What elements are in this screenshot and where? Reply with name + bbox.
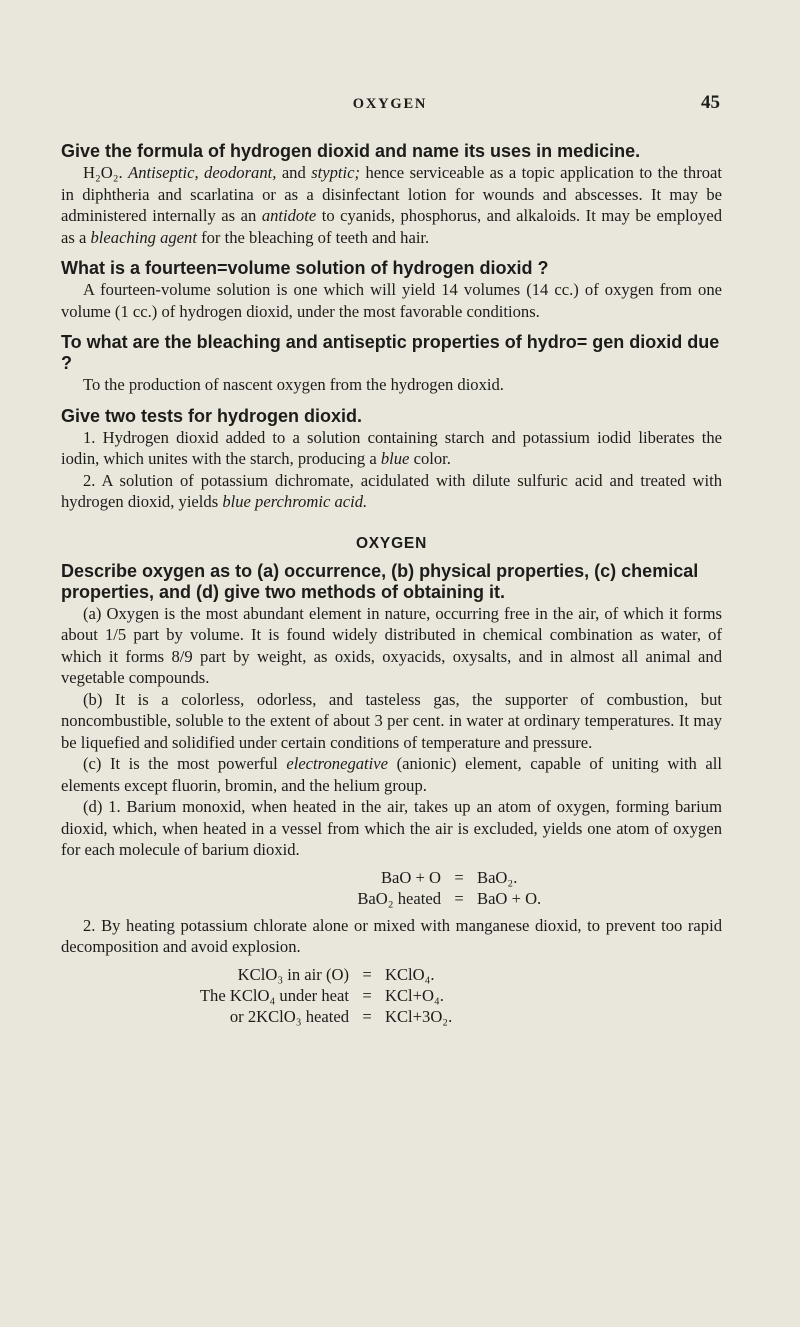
uses-italic: Antiseptic, deodorant, bbox=[128, 163, 277, 182]
answer-method-one: (d) 1. Barium monoxid, when heated in the air, takes up an atom of oxygen, forming barium dioxid, which, when heated in a vessel from which the air is excluded, yields one atom of oxygen for each molecule of barium dioxid. bbox=[61, 797, 722, 859]
equation-left: or 2KClO₃ heated bbox=[229, 1006, 349, 1026]
equation-row bbox=[157, 964, 722, 985]
answer-text: for the bleaching of teeth and hair. bbox=[201, 227, 430, 247]
equations-chlorate bbox=[157, 964, 722, 1027]
equation-left: BaO₂ heated bbox=[357, 888, 441, 908]
equals-sign: = bbox=[454, 867, 464, 887]
test-text: color. bbox=[413, 449, 451, 468]
formula: H₂O₂. bbox=[83, 163, 123, 182]
test-two bbox=[61, 470, 722, 513]
equations-barium bbox=[321, 867, 722, 909]
answer-physical: (b) It is a colorless, odorless, and tasteless gas, the supporter of combustion, but noncombustible, soluble to the extent of about 3 per cent. in water at ordinary temperatures. It may be liquefied and solidified under certain conditions of temperature and pressure. bbox=[61, 689, 722, 752]
running-head bbox=[60, 92, 720, 118]
fraction-eight-ninths: 8/9 bbox=[171, 646, 193, 666]
running-title: OXYGEN bbox=[352, 96, 428, 112]
equation-left: The KClO₄ under heat bbox=[199, 985, 349, 1005]
equation-row bbox=[157, 985, 722, 1006]
question-fourteen-volume: What is a fourteen=volume solution of hydrogen dioxid ? bbox=[61, 258, 549, 278]
electronegative-italic: electronegative bbox=[286, 754, 389, 773]
equation-row bbox=[321, 888, 722, 909]
styptic-italic: styptic; bbox=[311, 163, 361, 182]
test-text: 2. A solution of potassium dichromate, acidulated with dilute sulfuric acid and treated with hydrogen dioxid, yields bbox=[61, 470, 722, 511]
blue-italic: blue bbox=[380, 449, 410, 468]
answer-fourteen-volume: A fourteen-volume solution is one which will yield 14 volumes (14 cc.) of oxygen from one volume (1 cc.) of hydrogen dioxid, under the most favorable conditions. bbox=[61, 280, 722, 321]
answer-text: (anionic) element, capable of uniting with all elements except fluorin, bromin, and the helium group. bbox=[61, 754, 722, 795]
page-number: 45 bbox=[701, 92, 720, 113]
equation-right: KCl+3O₂. bbox=[385, 1006, 453, 1026]
answer-text: part by volume. It is found widely distributed in chemical combination as water, of which it forms bbox=[61, 625, 722, 666]
equation-row bbox=[321, 867, 722, 888]
answer-formula-uses bbox=[61, 162, 722, 248]
equals-sign: = bbox=[362, 985, 372, 1005]
equation-right: BaO + O. bbox=[477, 888, 542, 908]
equation-right: KClO₄. bbox=[385, 964, 435, 984]
question-formula-uses: Give the formula of hydrogen dioxid and name its uses in medicine. bbox=[61, 141, 641, 161]
perchromic-italic: blue perchromic acid. bbox=[222, 492, 368, 511]
answer-chemical bbox=[61, 753, 722, 796]
answer-text: to cyanids, phosphorus, and alkaloids. It may be employed as a bbox=[61, 206, 722, 247]
bleaching-italic: bleaching agent bbox=[90, 227, 197, 247]
answer-bleaching-properties: To the production of nascent oxygen from the hydrogen dioxid. bbox=[83, 375, 504, 394]
equation-left: BaO + O bbox=[380, 867, 441, 887]
question-tests: Give two tests for hydrogen dioxid. bbox=[61, 405, 363, 426]
answer-occurrence bbox=[61, 603, 722, 689]
test-one bbox=[61, 427, 722, 470]
answer-text: part by weight, as oxids, oxyacids, oxysalts, and in almost all animal and vegetable compounds. bbox=[61, 646, 722, 687]
equation-left: KClO₃ in air (O) bbox=[237, 964, 349, 984]
question-describe-oxygen: Describe oxygen as to (a) occurrence, (b) physical properties, (c) chemical properties, and (d) give two methods of obtaining it. bbox=[61, 560, 699, 602]
equals-sign: = bbox=[454, 888, 464, 908]
page-content bbox=[61, 141, 722, 1027]
equals-sign: = bbox=[362, 1006, 372, 1026]
answer-text: (a) Oxygen is the most abundant element in nature, occurring free in the air, of which it forms about bbox=[61, 603, 722, 644]
antidote-italic: antidote bbox=[261, 206, 317, 225]
equals-sign: = bbox=[362, 964, 372, 984]
equation-row bbox=[157, 1006, 722, 1027]
answer-text: and bbox=[281, 163, 306, 182]
fraction-one-fifth: 1/5 bbox=[105, 625, 127, 644]
answer-method-two: 2. By heating potassium chlorate alone or mixed with manganese dioxid, to prevent too rapid decomposition and avoid explosion. bbox=[61, 915, 722, 956]
answer-text: hence serviceable as a topic application to the throat in diphtheria and scarlatina or as a disinfectant lotion for wounds and abscesses. It may be administered internally as an bbox=[61, 163, 723, 225]
question-bleaching-properties: To what are the bleaching and antiseptic properties of hydro= gen dioxid due ? bbox=[61, 332, 720, 373]
test-text: 1. Hydrogen dioxid added to a solution containing starch and potassium iodid liberates the iodin, which unites with the starch, producing a bbox=[61, 427, 722, 468]
equation-right: KCl+O₄. bbox=[385, 985, 444, 1005]
section-title: OXYGEN bbox=[355, 534, 428, 552]
equation-right: BaO₂. bbox=[477, 867, 518, 887]
answer-text: (c) It is the most powerful bbox=[83, 754, 278, 773]
